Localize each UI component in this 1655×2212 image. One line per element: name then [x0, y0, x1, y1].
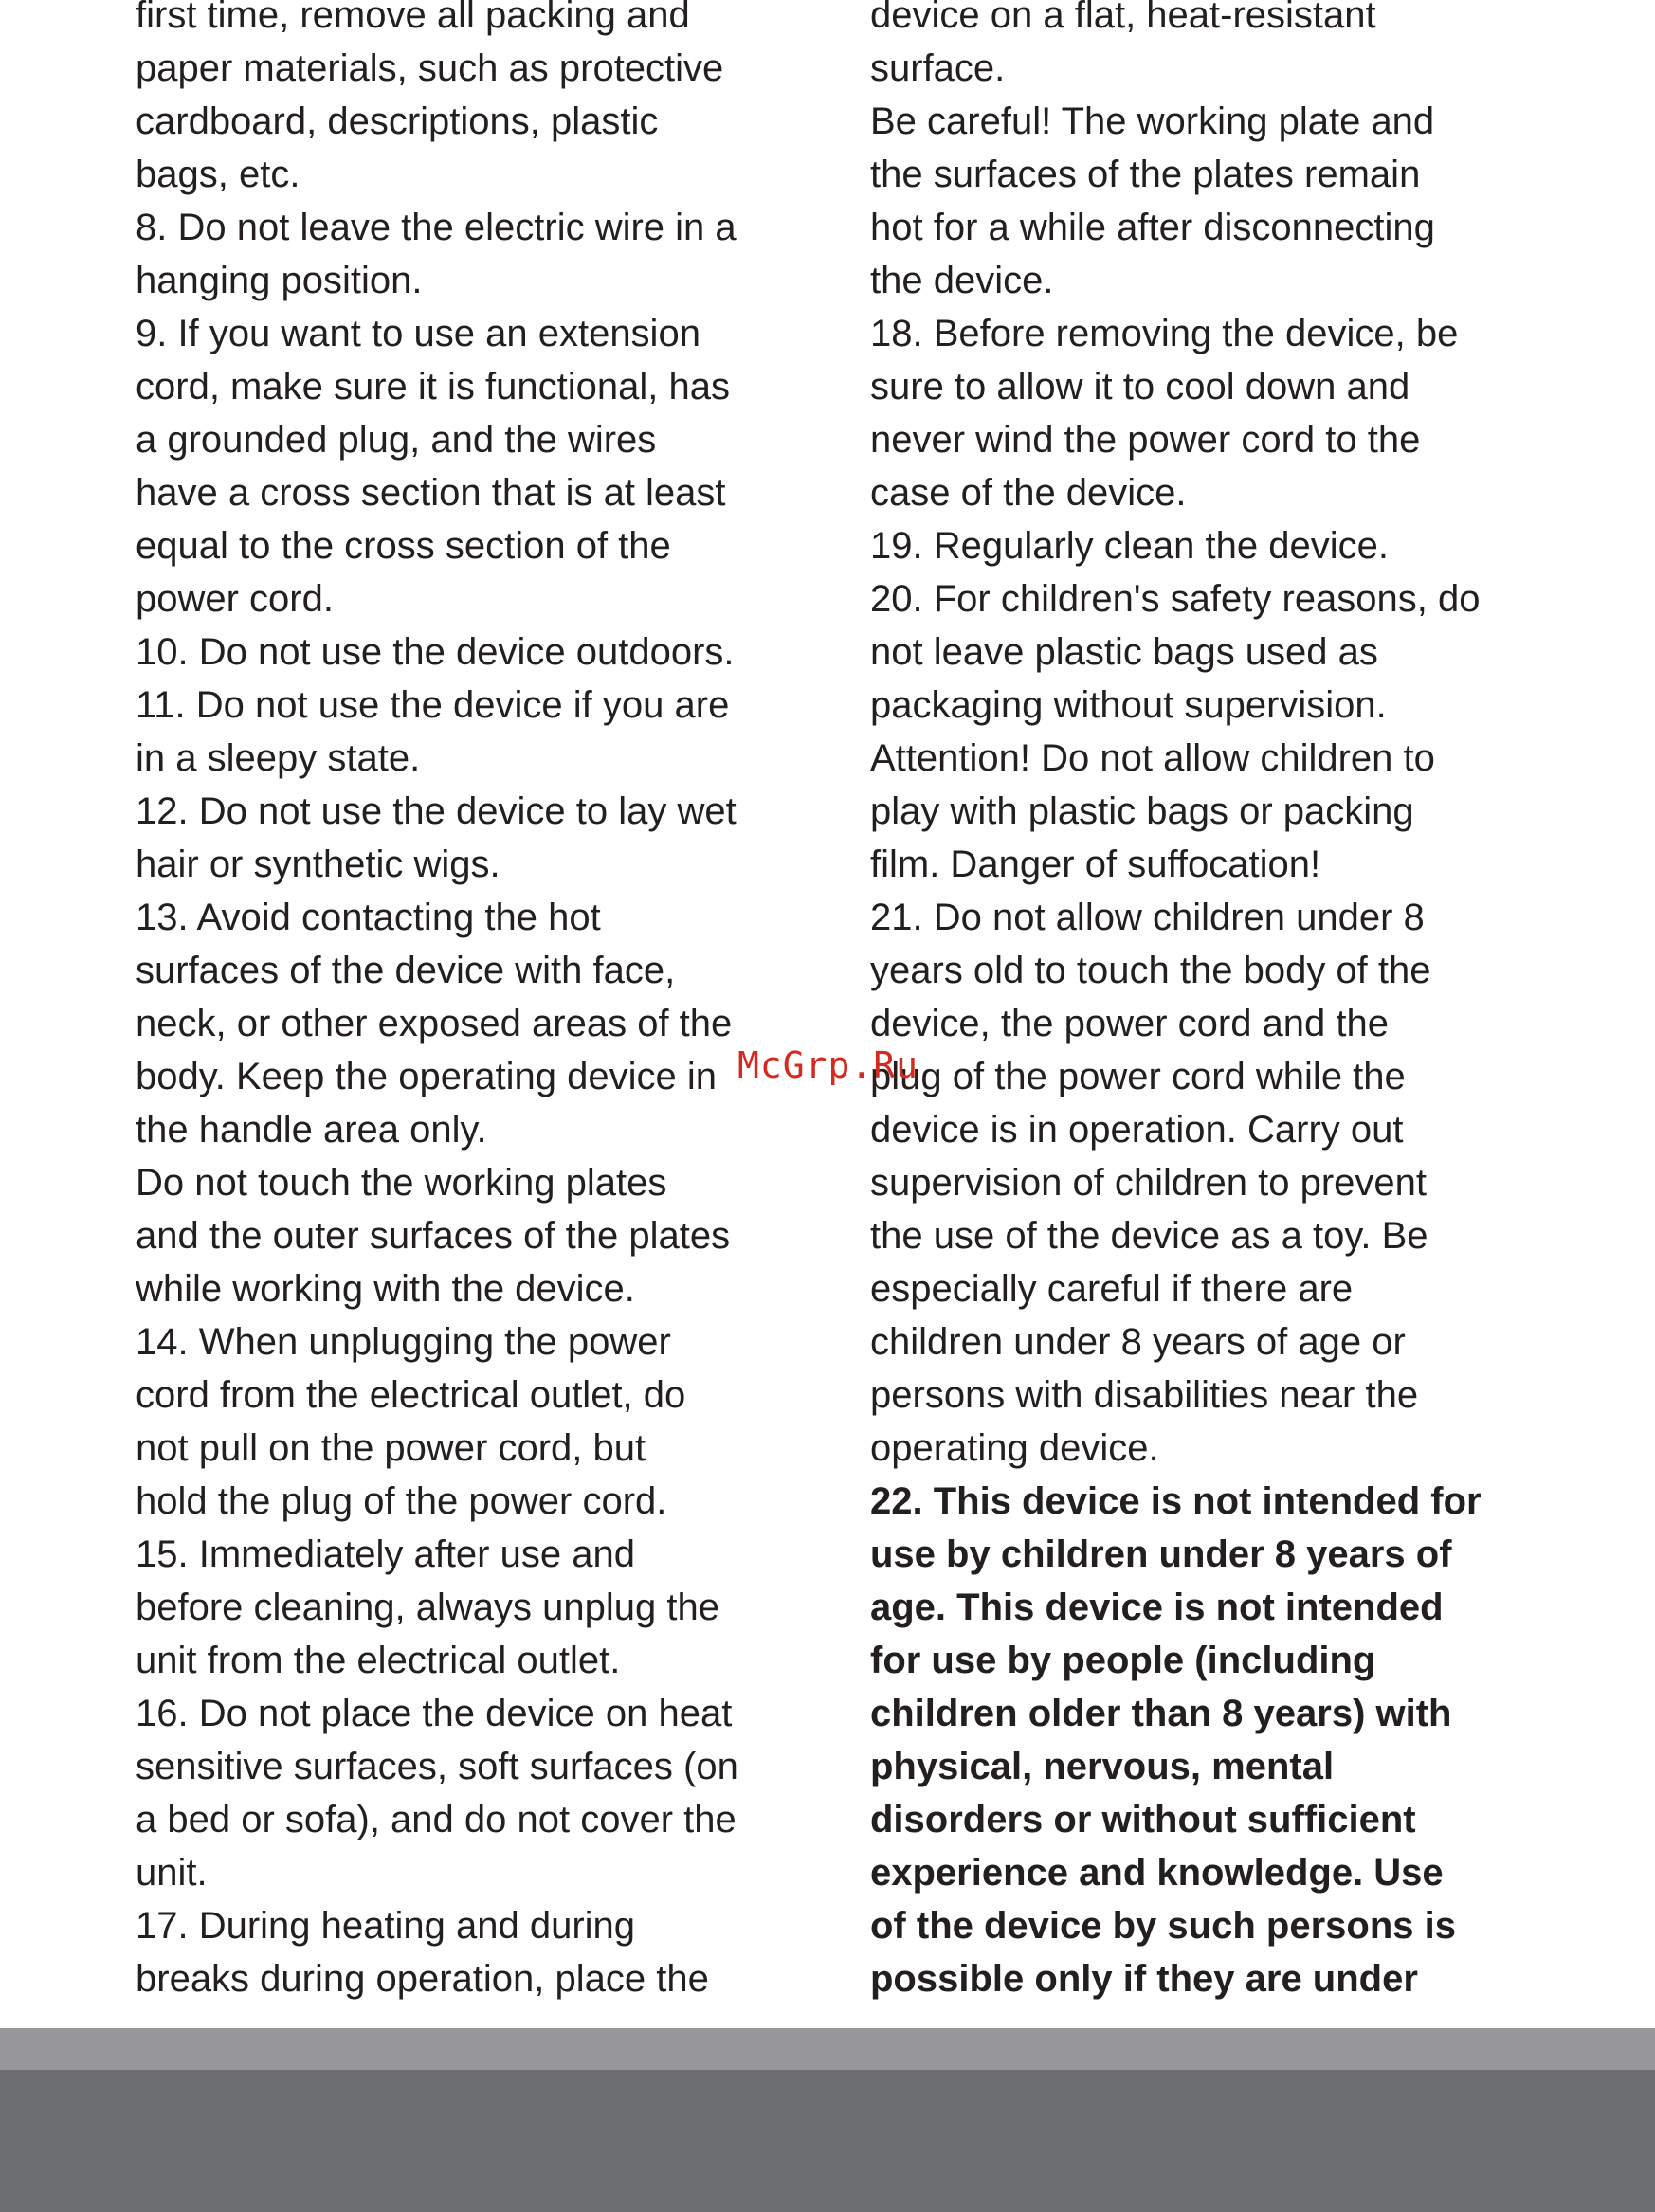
paragraph: 19. Regularly clean the device. [870, 525, 1389, 567]
paragraph: 8. Do not leave the electric wire in a hanging position. [136, 207, 737, 301]
footer-band-dark [0, 2070, 1655, 2212]
paragraph: 21. Do not allow children under 8 years old to touch the body of the device, the power cord and the plug of the power cord while the device is in operation. Carry out supervision of children to prevent the use of the device as a toy. Be especially careful if there are children under 8 years of age or persons with disabilities near the operating device. [870, 897, 1431, 1469]
paragraph: 16. Do not place the device on heat sensitive surfaces, soft surfaces (on a bed or sofa), and do not cover the unit. [136, 1693, 738, 1894]
paragraph: 14. When unplugging the power cord from the electrical outlet, do not pull on the power cord, but hold the plug of the power cord. [136, 1321, 686, 1522]
paragraph: 15. Immediately after use and before cleaning, always unplug the unit from the electrical outlet. [136, 1533, 719, 1681]
watermark-text: McGrp.Ru [737, 1044, 919, 1086]
paragraph: 9. If you want to use an extension cord, make sure it is functional, has a grounded plug, and the wires have a cross section that is at least equal to the cross section of the power cord. [136, 313, 730, 620]
right-text-column [870, 0, 1553, 2005]
paragraph: device on a flat, heat-resistant surface. [870, 0, 1376, 89]
paragraph: 12. Do not use the device to lay wet hair or synthetic wigs. [136, 790, 737, 885]
paragraph: first time, remove all packing and paper materials, such as protective cardboard, descriptions, plastic bags, etc. [136, 0, 724, 195]
left-text-column [136, 0, 828, 2005]
paragraph: 10. Do not use the device outdoors. [136, 631, 735, 673]
paragraph: 13. Avoid contacting the hot surfaces of the device with face, neck, or other exposed areas of the body. Keep the operating device in the handle area only. [136, 897, 733, 1151]
paragraph: Be careful! The working plate and the surfaces of the plates remain hot for a while after disconnecting the device. [870, 100, 1435, 301]
paragraph: Do not touch the working plates and the outer surfaces of the plates while working with the device. [136, 1162, 731, 1310]
paragraph: 17. During heating and during breaks during operation, place the [136, 1905, 709, 2000]
footer-band-light [0, 2028, 1655, 2070]
paragraph: 18. Before removing the device, be sure to allow it to cool down and never wind the power cord to the case of the device. [870, 313, 1459, 514]
bold-warning-paragraph: 22. This device is not intended for use by children under 8 years of age. This device is not intended for use by people (including children older than 8 years) with physical, nervous, mental disorders or without sufficient experience and knowledge. Use of the device by such persons is possible only if they are under [870, 1480, 1482, 2000]
paragraph: 20. For children's safety reasons, do not leave plastic bags used as packaging without supervision. Attention! Do not allow children to play with plastic bags or packing film. Danger of suffocation! [870, 578, 1481, 885]
paragraph: 11. Do not use the device if you are in a sleepy state. [136, 684, 730, 779]
